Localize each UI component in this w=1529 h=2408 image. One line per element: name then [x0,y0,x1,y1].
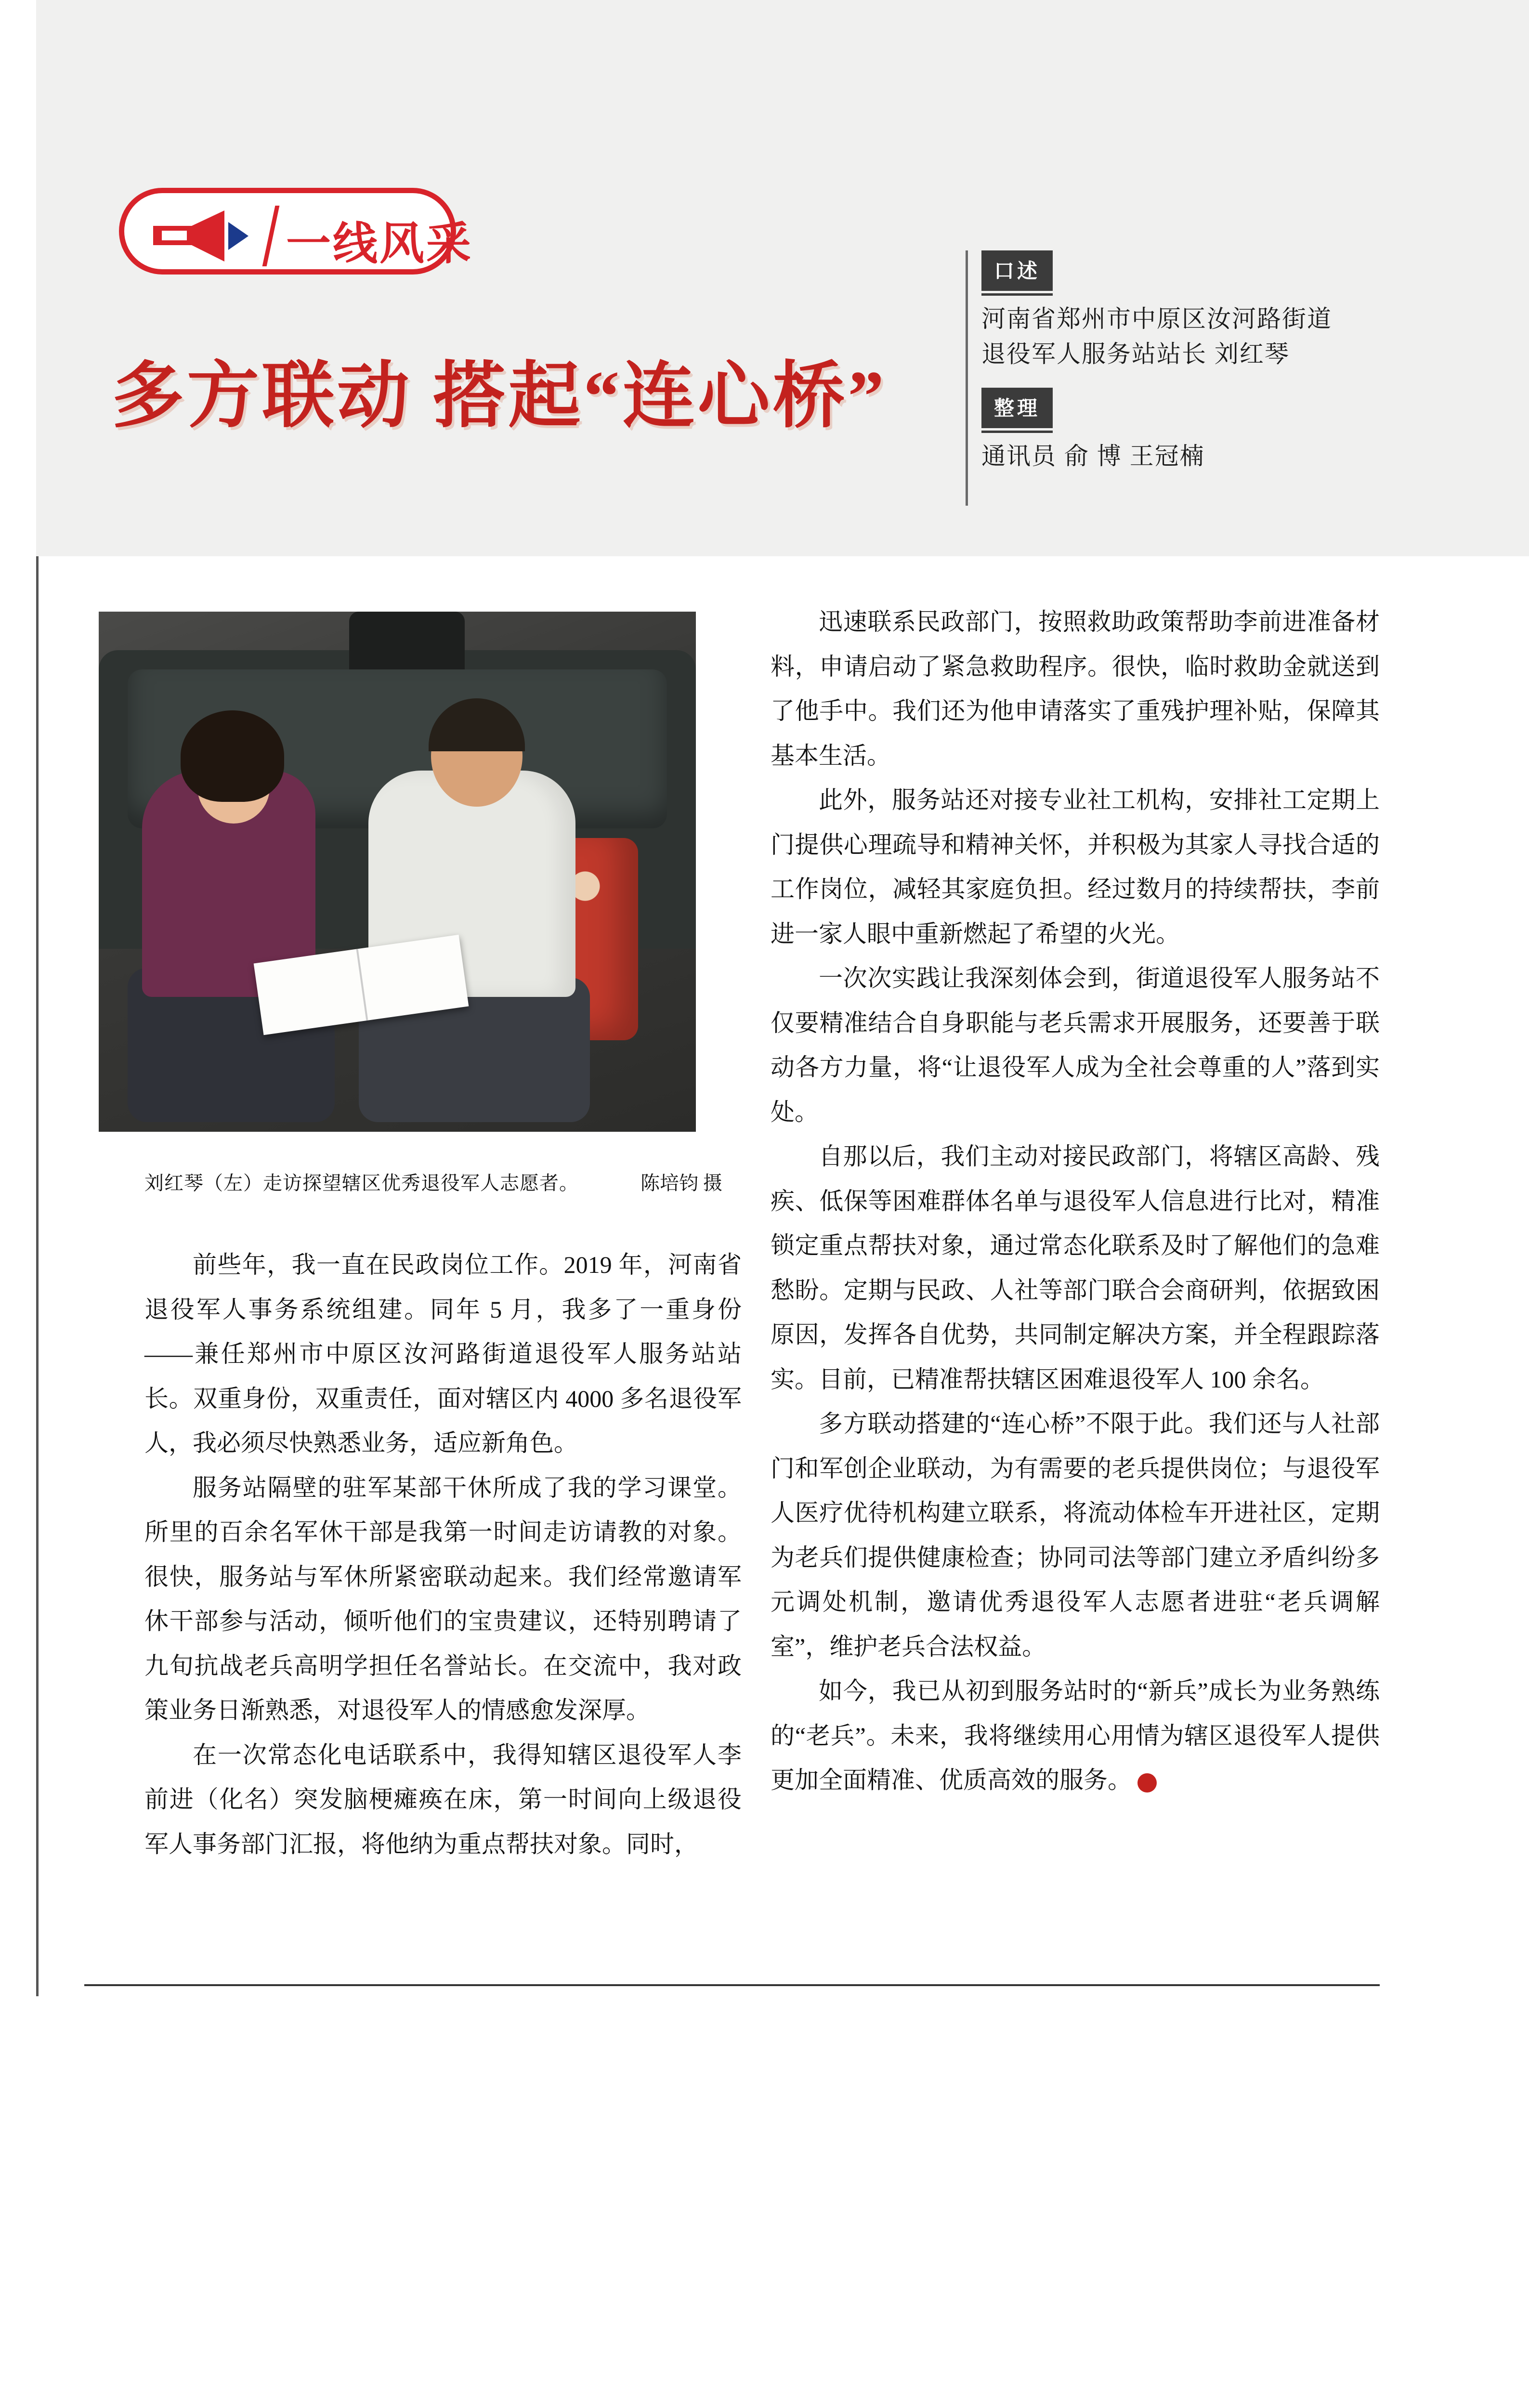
paragraph: 自那以后，我们主动对接民政部门，将辖区高龄、残疾、低保等困难群体名单与退役军人信息进行比对，精准锁定重点帮扶对象，通过常态化联系及时了解他们的急难愁盼。定期与民政、人社等部门联合会商研判，依据致困原因，发挥各自优势，共同制定解决方案，并全程跟踪落实。目前，已精准帮扶辖区困难退役军人 100 余名。 [771,1143,1380,1393]
left-margin-rule [36,556,39,1996]
page-footer [0,1984,1529,2042]
paragraph-last [771,1669,1380,1803]
photo-caption: 刘红琴（左）走访探望辖区优秀退役军人志愿者。 [144,1172,579,1194]
photo-credit: 陈培钧 摄 [640,1172,722,1194]
paragraph: 多方联动搭建的“连心桥”不限于此。我们还与人社部门和军创企业联动，为有需要的老兵提供岗位；与退役军人医疗优待机构建立联系，将流动体检车开进社区，定期为老兵们提供健康检查；协同司法等部门建立矛盾纠纷多元调处机制，邀请优秀退役军人志愿者进驻“老兵调解室”，维护老兵合法权益。 [771,1410,1380,1660]
article-photo [84,597,710,1156]
paragraph: 迅速联系民政部门，按照救助政策帮助李前进准备材料，申请启动了紧急救助程序。很快，临时救助金就送到了他手中。我们还为他申请落实了重残护理补贴，保障其基本生活。 [771,608,1380,769]
byline-divider [966,250,968,506]
photo-image [99,612,696,1132]
editor-line: 通讯员 俞 博 王冠楠 [981,443,1205,470]
editor-tag: 整理 [981,388,1053,428]
section-badge [119,188,473,275]
paragraph-text: 如今，我已从初到服务站时的“新兵”成长为业务熟练的“老兵”。未来，我将继续用心用情为辖区退役军人提供更加全面精准、优质高效的服务。 [771,1677,1380,1793]
narrator-line-1: 河南省郑州市中原区汝河路街道 [981,305,1332,332]
paragraph: 一次次实践让我深刻体会到，街道退役军人服务站不仅要精准结合自身职能与老兵需求开展服务，还要善于联动各方力量，将“让退役军人成为全社会尊重的人”落到实处。 [771,965,1380,1125]
paragraph: 此外，服务站还对接专业社工机构，安排社工定期上门提供心理疏导和精神关怀，并积极为其家人寻找合适的工作岗位，减轻其家庭负担。经过数月的持续帮扶，李前进一家人眼中重新燃起了希望的火光。 [771,786,1380,947]
byline-block [981,250,1415,474]
section-badge-label: 一线风采 [286,219,473,269]
end-mark-icon: ▼ [1137,1773,1157,1793]
badge-divider [262,206,280,266]
header-band [0,0,1529,556]
narrator-tag: 口述 [981,250,1053,291]
page-title: 多方联动 搭起“连心桥” [112,356,887,436]
paragraph: 前些年，我一直在民政岗位工作。2019 年，河南省退役军人事务系统组建。同年 5 月，我多了一重身份——兼任郑州市中原区汝河路街道退役军人服务站站长。双重身份，双重责任，面对辖区内 4000 多名退役军人，我必须尽快熟悉业务，适应新角色。 [144,1251,742,1456]
paragraph: 在一次常态化电话联系中，我得知辖区退役军人李前进（化名）突发脑梗瘫痪在床，第一时间向上级退役军人事务部门汇报，将他纳为重点帮扶对象。同时， [144,1741,742,1858]
megaphone-icon [147,208,258,264]
article-column-left [144,1243,742,1866]
narrator-line-2: 退役军人服务站站长 刘红琴 [981,340,1290,367]
paragraph: 服务站隔壁的驻军某部干休所成了我的学习课堂。所里的百余名军休干部是我第一时间走访请教的对象。很快，服务站与军休所紧密联动起来。我们经常邀请军休干部参与活动，倾听他们的宝贵建议，还特别聘请了九旬抗战老兵高明学担任名誉站长。在交流中，我对政策业务日渐熟悉，对退役军人的情感愈发深厚。 [144,1474,742,1724]
photo-lamp [349,612,465,669]
photo-person-left-hair [181,710,284,802]
article-column-right [771,600,1380,1803]
header-left-margin [0,0,36,556]
